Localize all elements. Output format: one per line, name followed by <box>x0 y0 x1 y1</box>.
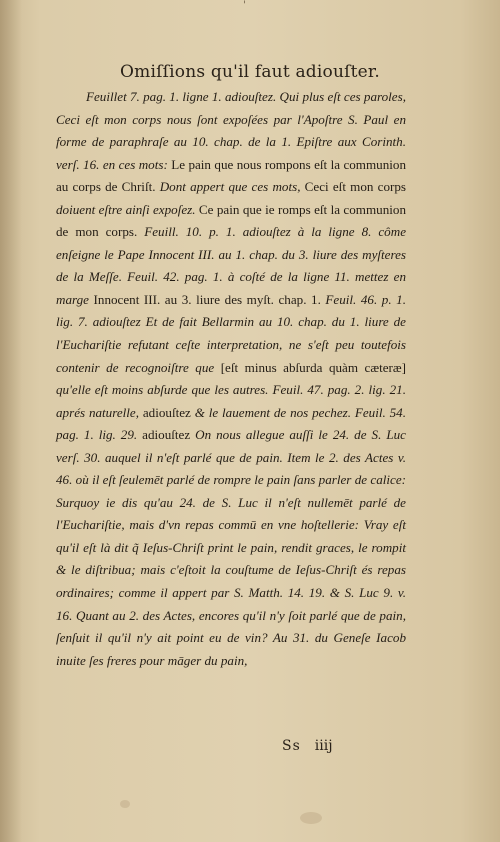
errata-paragraph <box>56 86 406 672</box>
gutter-shadow <box>0 0 22 842</box>
signature-number: iiij <box>314 738 333 754</box>
body-text <box>56 86 406 672</box>
page-heading: Omiſſions qu'il faut adiouſter. <box>120 62 380 82</box>
text-segment: Dont appert que ces mots, <box>159 179 301 195</box>
text-segment: [eſt minus abſurda quàm cæteræ] <box>214 359 406 375</box>
text-segment: adiouſtez <box>139 404 195 420</box>
text-segment: Feuillet 7. pag. 1. ligne 1. adiouſtez. Qui plus eſt ces paroles, Ceci eſt mon corps nous ſont expoſées par l'Apoſtre S. Paul en forme de paraphraſe au 10. chap. de la 1. Epiſtre aux Corinth. verſ. 16. en ces mots: <box>56 89 406 172</box>
top-mark: ' <box>243 0 246 11</box>
text-segment: Ce pain que ie romps eſt la communion de mon corps. <box>56 201 406 240</box>
text-segment: adiouſtez <box>137 427 196 443</box>
text-segment: Ceci eſt mon corps <box>300 179 406 195</box>
signature-mark <box>282 738 333 754</box>
text-segment: Innocent III. au 3. liure des myſt. chap. 1. <box>88 291 326 307</box>
text-segment: Feuill. 10. p. 1. adiouſtez à la ligne 8. côme enſeigne le Pape Innocent III. au 1. chap. du 3. liure des myſteres de la Meſſe. Feuil. 42. pag. 1. à coſté de la ligne 11. mettez en marge <box>56 224 407 307</box>
text-segment: doiuent eſtre ainſi expoſez. <box>56 201 196 217</box>
text-segment: Le pain que nous rompons eſt la communion au corps de Chriſt. <box>56 156 406 195</box>
text-segment: On nous allegue auſſi le 24. de S. Luc verſ. 30. auquel il n'eſt parlé que de pain. Item le 2. des Actes v. 46. où il eſt ſeulemēt parlé de rompre le pain ſans parler de calice: Surquoy ie dis qu'au 24. de S. Luc il n'eſt nullemēt parlé de l'Euchariſtie, mais d'vn repas commū en vne hoſtellerie: Vray eſt qu'il eſt là dit q̃ Ieſus-Chriſt print le pain, rendit graces, le rompit & le diſtribua; mais c'eſtoit la couſtume de Ieſus-Chriſt és repas ordinaires; comme il appert par S. Matth. 14. 19. & S. Luc 9. v. 16. Quant au 2. des Actes, encores qu'il n'y ſoit parlé que de pain, ſenſuit il qu'il n'y ait point eu de vin? Au 31. du Geneſe Iacob inuite ſes freres pour māger du pain, <box>56 427 406 668</box>
text-segment: qu'elle eſt moins abſurde que les autres. Feuil. 47. pag. 2. lig. 21. aprés naturelle, <box>56 382 406 420</box>
paper-stain <box>300 812 322 824</box>
text-segment: & le lauement de nos pechez. Feuil. 54. pag. 1. lig. 29. <box>56 404 406 443</box>
text-segment: Feuil. 46. p. 1. lig. 7. adiouſtez Et de fait Bellarmin au 10. chap. du 1. liure de l'Euchariſtie refutant ceſte interpretation, ne s'eſt peu toutefois contenir de recognoiſtre que <box>56 291 406 375</box>
paper-stain <box>120 800 130 808</box>
signature-letters: Ss <box>282 738 301 754</box>
